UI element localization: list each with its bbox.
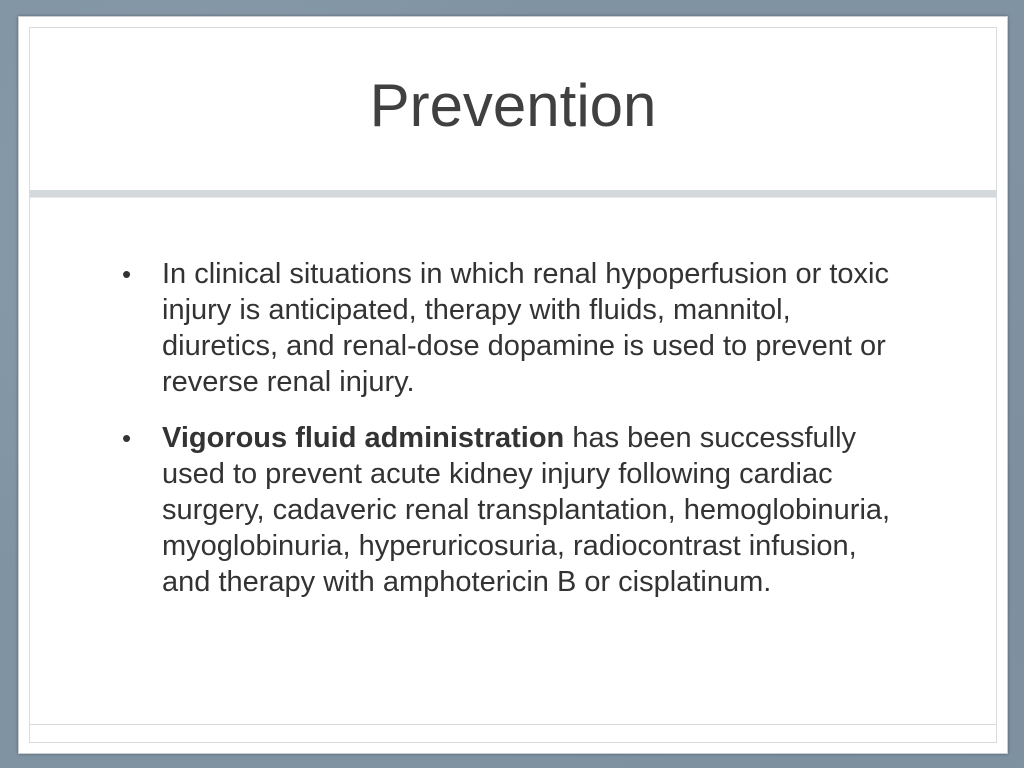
title-divider	[30, 190, 996, 197]
bullet-text: In clinical situations in which renal hypoperfusion or toxic injury is anticipated, therapy with fluids, mannitol, diuretics, and renal-dose dopamine is used to prevent or reverse renal injury.	[162, 258, 889, 398]
slide-inner-frame	[29, 27, 997, 743]
bullet-icon: •	[122, 259, 132, 289]
slide	[18, 16, 1008, 754]
slide-body	[110, 256, 910, 620]
title-area	[30, 28, 996, 190]
bullet-item	[110, 256, 910, 400]
slide-title: Prevention	[369, 72, 657, 139]
bottom-divider	[30, 724, 996, 725]
bullet-icon: •	[122, 423, 132, 453]
bullet-text: has been successfully used to prevent acute kidney injury following cardiac surgery, cadaveric renal transplantation, hemoglobinuria, myoglobinuria, hyperuricosuria, radiocontrast infusion, and therapy with amphotericin B or cisplatinum.	[162, 422, 891, 598]
bullet-item	[110, 420, 910, 600]
bullet-bold-text: Vigorous fluid administration	[162, 422, 565, 454]
title-divider-thin	[30, 197, 996, 198]
